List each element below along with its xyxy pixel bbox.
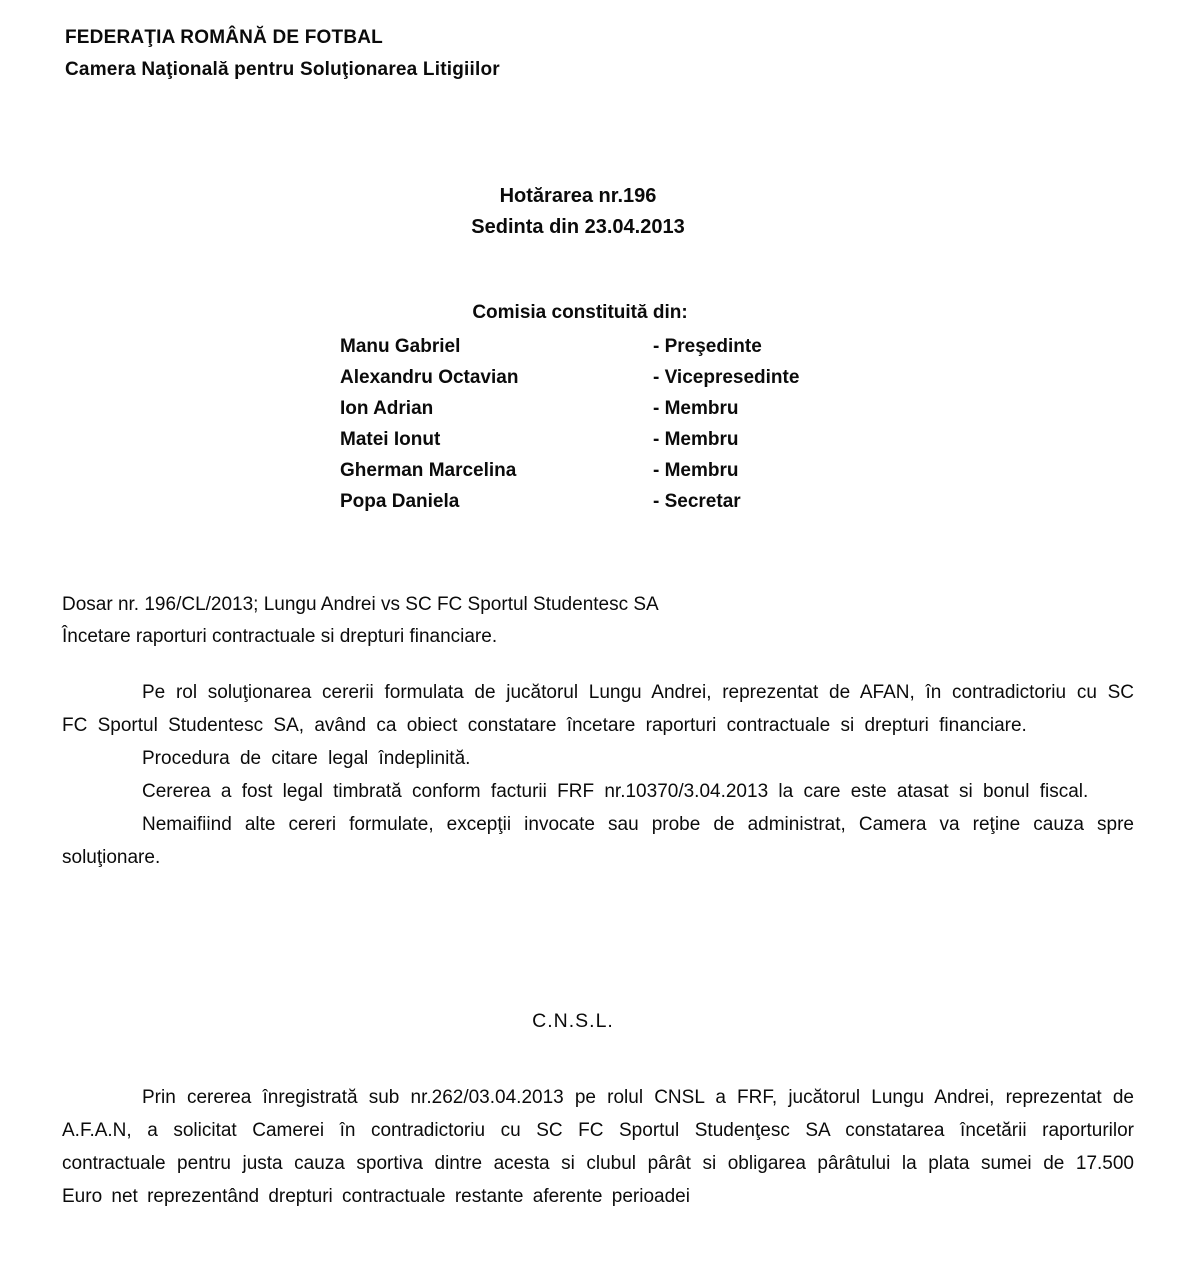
case-docket-line: Dosar nr. 196/CL/2013; Lungu Andrei vs SC FC Sportul Studentesc SA xyxy=(62,594,659,615)
member-name: Ion Adrian xyxy=(340,398,434,419)
member-name: Matei Ionut xyxy=(340,429,441,450)
cnsl-section-heading: C.N.S.L. xyxy=(532,1010,614,1032)
body-paragraph: Pe rol soluţionarea cererii formulata de jucătorul Lungu Andrei, reprezentat de AFAN, în contradictoriu cu SC FC Sportul Studentesc SA, având ca obiect constatare încetare raporturi contractuale si drepturi financiare. xyxy=(62,682,1134,736)
member-name: Gherman Marcelina xyxy=(340,460,517,481)
session-date: Sedinta din 23.04.2013 xyxy=(471,216,685,238)
commission-member-row xyxy=(340,486,940,517)
member-role: - Membru xyxy=(653,460,739,481)
case-object-line: Încetare raporturi contractuale si drepturi financiare. xyxy=(62,626,498,647)
body-paragraph: Cererea a fost legal timbrată conform facturii FRF nr.10370/3.04.2013 la care este atasat si bonul fiscal. xyxy=(142,781,1089,802)
member-role: - Secretar xyxy=(653,491,741,512)
case-header xyxy=(62,589,1134,653)
commission-heading: Comisia constituită din: xyxy=(472,302,688,323)
member-name: Popa Daniela xyxy=(340,491,460,512)
commission-member-row xyxy=(340,331,940,362)
letterhead-org: FEDERAŢIA ROMÂNĂ DE FOTBAL xyxy=(65,27,383,48)
letterhead-chamber: Camera Naţională pentru Soluţionarea Litigiilor xyxy=(65,59,500,80)
member-role: - Membru xyxy=(653,398,739,419)
commission-list xyxy=(340,331,940,517)
decision-number: Hotărarea nr.196 xyxy=(499,185,657,207)
member-name: Alexandru Octavian xyxy=(340,367,519,388)
decision-title-block xyxy=(0,181,1156,243)
member-name: Manu Gabriel xyxy=(340,336,461,357)
member-role: - Preşedinte xyxy=(653,336,762,357)
body-paragraph: Nemaifiind alte cereri formulate, excepţii invocate sau probe de administrat, Camera va reţine cauza spre soluţionare. xyxy=(62,814,1134,868)
cnsl-section-body xyxy=(62,1081,1134,1213)
commission-member-row xyxy=(340,393,940,424)
commission-member-row xyxy=(340,424,940,455)
letterhead xyxy=(65,22,500,86)
body-paragraph: Procedura de citare legal îndeplinită. xyxy=(142,748,471,769)
member-role: - Membru xyxy=(653,429,739,450)
body-paragraph: Prin cererea înregistrată sub nr.262/03.04.2013 pe rolul CNSL a FRF, jucătorul Lungu Andrei, reprezentat de A.F.A.N, a solicitat Camerei în contradictoriu cu SC FC Sportul Studenţesc SA constatarea încetării raporturilor contractuale pentru justa cauza sportiva dintre acesta si clubul pârât si obligarea pârâtului la plata sumei de 17.500 Euro net reprezentând drepturi contractuale restante aferente perioadei xyxy=(62,1087,1134,1207)
commission-member-row xyxy=(340,362,940,393)
decision-body xyxy=(62,676,1134,874)
member-role: - Vicepresedinte xyxy=(653,367,800,388)
commission-member-row xyxy=(340,455,940,486)
